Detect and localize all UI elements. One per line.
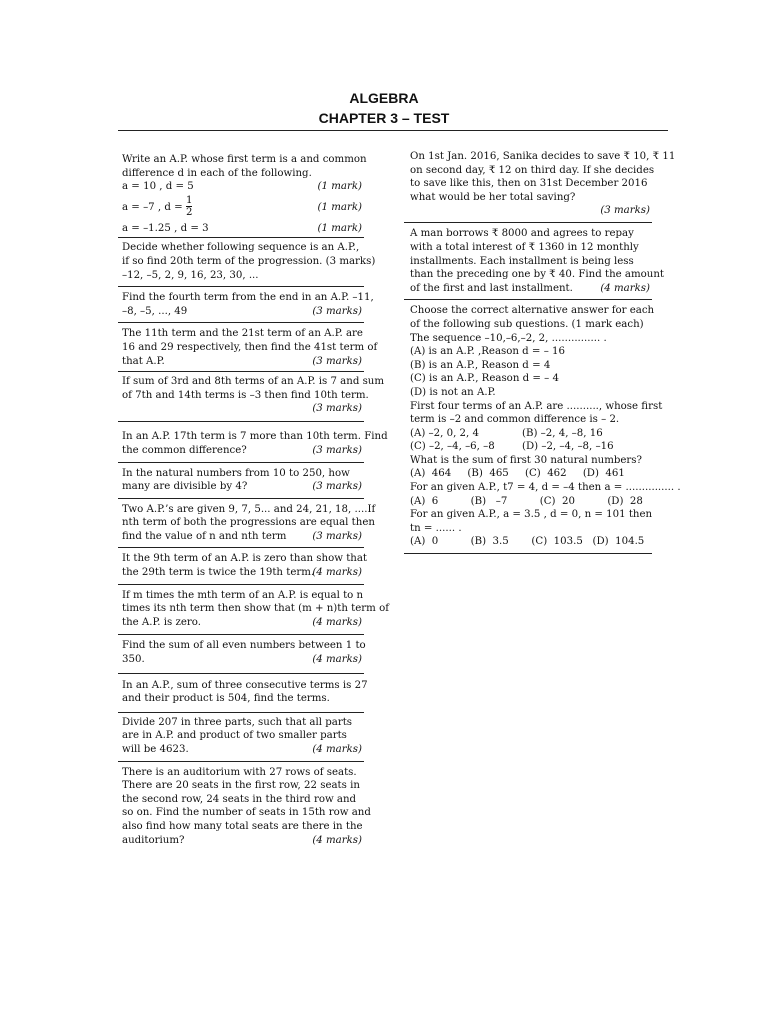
question-text: a = –1.25 , d = 3 [122, 222, 209, 234]
question-text: are in A.P. and product of two smaller parts [122, 730, 347, 742]
option-text: (D) –2, –4, –8, –16 [522, 441, 614, 453]
question-text: and their product is 504, find the terms. [122, 693, 330, 705]
option-text: (D) is not an A.P. [410, 386, 496, 398]
marks-label: (4 marks) [600, 282, 650, 294]
question-6 [118, 421, 388, 461]
marks-label: (4 marks) [312, 567, 362, 579]
question-9 [118, 547, 368, 583]
marks-label: (3 marks) [312, 530, 362, 542]
question-text: the second row, 24 seats in the third row and [122, 793, 357, 805]
option-text: (A) is an A.P. ,Reason d = – 16 [410, 346, 566, 358]
question-7 [118, 462, 364, 498]
question-text: What is the sum of first 30 natural numbers? [410, 454, 642, 466]
page-subtitle: CHAPTER 3 – TEST [318, 110, 450, 126]
marks-label: (1 mark) [317, 201, 362, 213]
option-text: (C) –2, –4, –6, –8 [410, 441, 495, 453]
question-text: that A.P. [122, 355, 165, 367]
question-text: difference d in each of the following. [122, 167, 312, 179]
question-text: If sum of 3rd and 8th terms of an A.P. is 7 and sum [122, 376, 385, 388]
question-text: of the following sub questions. (1 mark each) [410, 318, 644, 330]
question-text: tn = ...... . [410, 522, 462, 534]
fraction: $\frac{1}{2}$ [185, 195, 193, 219]
question-text: If m times the mth term of an A.P. is equal to n [122, 589, 364, 601]
question-text: 16 and 29 respectively, then find the 41st term of [122, 341, 378, 353]
marks-label: (3 marks) [600, 205, 650, 217]
question-4 [118, 322, 378, 371]
question-text: a = 10 , d = 5 [122, 181, 194, 193]
question-text: In an A.P. 17th term is 7 more than 10th term. Find [122, 431, 388, 443]
question-text: what would be her total saving? [410, 191, 576, 203]
question-text: 350. [122, 654, 145, 666]
question-text: The 11th term and the 21st term of an A.P. are [122, 328, 363, 340]
question-text: There are 20 seats in the first row, 22 seats in [122, 780, 360, 792]
question-text: the common difference? [122, 444, 247, 456]
question-1 [118, 150, 367, 237]
question-text: –12, –5, 2, 9, 16, 23, 30, ... [122, 269, 259, 281]
question-3 [118, 286, 374, 322]
question-2 [118, 237, 376, 286]
question-loan [404, 222, 664, 299]
question-text: Divide 207 in three parts, such that all parts [122, 716, 353, 728]
question-text: Two A.P.’s are given 9, 7, 5... and 24, 21, 18, ....If [122, 503, 376, 515]
page-title: ALGEBRA [349, 90, 419, 106]
marks-label: (4 marks) [312, 744, 362, 755]
marks-label: (1 mark) [317, 181, 362, 193]
question-text: nth term of both the progressions are equal then [122, 517, 375, 529]
question-mcq [404, 299, 681, 554]
question-text: of the first and last installment. [410, 282, 573, 294]
question-5 [118, 371, 385, 421]
question-11 [118, 634, 364, 672]
question-text: with a total interest of ₹ 1360 in 12 monthly [410, 241, 639, 253]
question-text: On 1st Jan. 2016, Sanika decides to save ₹ 10, ₹ 11 [410, 151, 676, 162]
question-text: Find the sum of all even numbers between 1 to [122, 640, 366, 652]
question-text: term is –2 and common difference is – 2. [410, 414, 620, 426]
question-8 [118, 498, 376, 548]
option-text: (A) 6 (B) –7 (C) 20 (D) 28 [410, 495, 643, 507]
question-text: For an given A.P., a = 3.5 , d = 0, n = 101 then [410, 509, 653, 521]
question-text: the A.P. is zero. [122, 616, 201, 628]
question-text: First four terms of an A.P. are .........., whose first [410, 400, 663, 412]
question-text: In the natural numbers from 10 to 250, how [122, 467, 350, 479]
question-text: For an given A.P., t7 = 4, d = –4 then a = ............... . [410, 482, 681, 494]
marks-label: (3 marks) [312, 444, 362, 456]
question-text: so on. Find the number of seats in 15th row and [122, 807, 371, 819]
question-saving [404, 150, 676, 222]
question-text: than the preceding one by ₹ 40. Find the amount [410, 269, 664, 281]
option-text: (C) is an A.P., Reason d = – 4 [410, 373, 559, 385]
question-text: the 29th term is twice the 19th term. [122, 567, 315, 579]
question-text: to save like this, then on 31st December 2016 [410, 178, 648, 190]
question-text: will be 4623. [122, 744, 189, 755]
question-text: Decide whether following sequence is an A.P., [122, 242, 360, 254]
marks-label: (3 marks) [312, 403, 362, 415]
marks-label: (3 marks) [312, 481, 362, 493]
question-text: of 7th and 14th terms is –3 then find 10th term. [122, 389, 369, 401]
question-text: The sequence –10,–6,–2, 2, ............... . [410, 332, 607, 344]
marks-label: (3 marks) [312, 355, 362, 367]
question-text: Write an A.P. whose first term is a and common [122, 154, 367, 165]
option-text: (B) –2, 4, –8, 16 [522, 427, 603, 439]
option-text: (B) is an A.P., Reason d = 4 [410, 359, 551, 371]
marks-label: (4 marks) [312, 654, 362, 666]
question-text: on second day, ₹ 12 on third day. If she decides [410, 164, 655, 176]
option-text: (A) 0 (B) 3.5 (C) 103.5 (D) 104.5 [410, 536, 645, 548]
question-14 [118, 761, 371, 852]
question-text: It the 9th term of an A.P. is zero than show that [122, 553, 368, 565]
marks-label: (4 marks) [312, 834, 362, 846]
question-text: Choose the correct alternative answer for each [410, 305, 655, 317]
marks-label: (1 mark) [317, 222, 362, 234]
question-13 [118, 712, 364, 761]
left-column [118, 150, 389, 851]
question-text: installments. Each installment is being less [410, 255, 634, 267]
question-10 [118, 584, 389, 635]
question-text: a = –7 , d = [122, 201, 183, 213]
option-text: (A) –2, 0, 2, 4 [410, 427, 479, 439]
question-text: auditorium? [122, 834, 185, 846]
marks-label: (4 marks) [312, 616, 362, 628]
question-text: times its nth term then show that (m + n)th term of [122, 603, 389, 615]
question-text: many are divisible by 4? [122, 481, 248, 493]
marks-label: (3 marks) [312, 305, 362, 317]
question-text: –8, –5, ..., 49 [122, 305, 188, 317]
header-rule [118, 130, 668, 131]
question-text: A man borrows ₹ 8000 and agrees to repay [410, 228, 634, 240]
right-column [404, 150, 681, 554]
question-text: if so find 20th term of the progression. (3 marks) [122, 255, 376, 267]
question-text: Find the fourth term from the end in an A.P. –11, [122, 292, 374, 304]
question-text: In an A.P., sum of three consecutive terms is 27 [122, 679, 368, 691]
question-12 [118, 673, 368, 712]
question-text: also find how many total seats are there in the [122, 820, 363, 832]
question-text: There is an auditorium with 27 rows of seats. [122, 766, 357, 778]
option-text: (A) 464 (B) 465 (C) 462 (D) 461 [410, 468, 625, 480]
question-text: find the value of n and nth term [122, 530, 287, 542]
